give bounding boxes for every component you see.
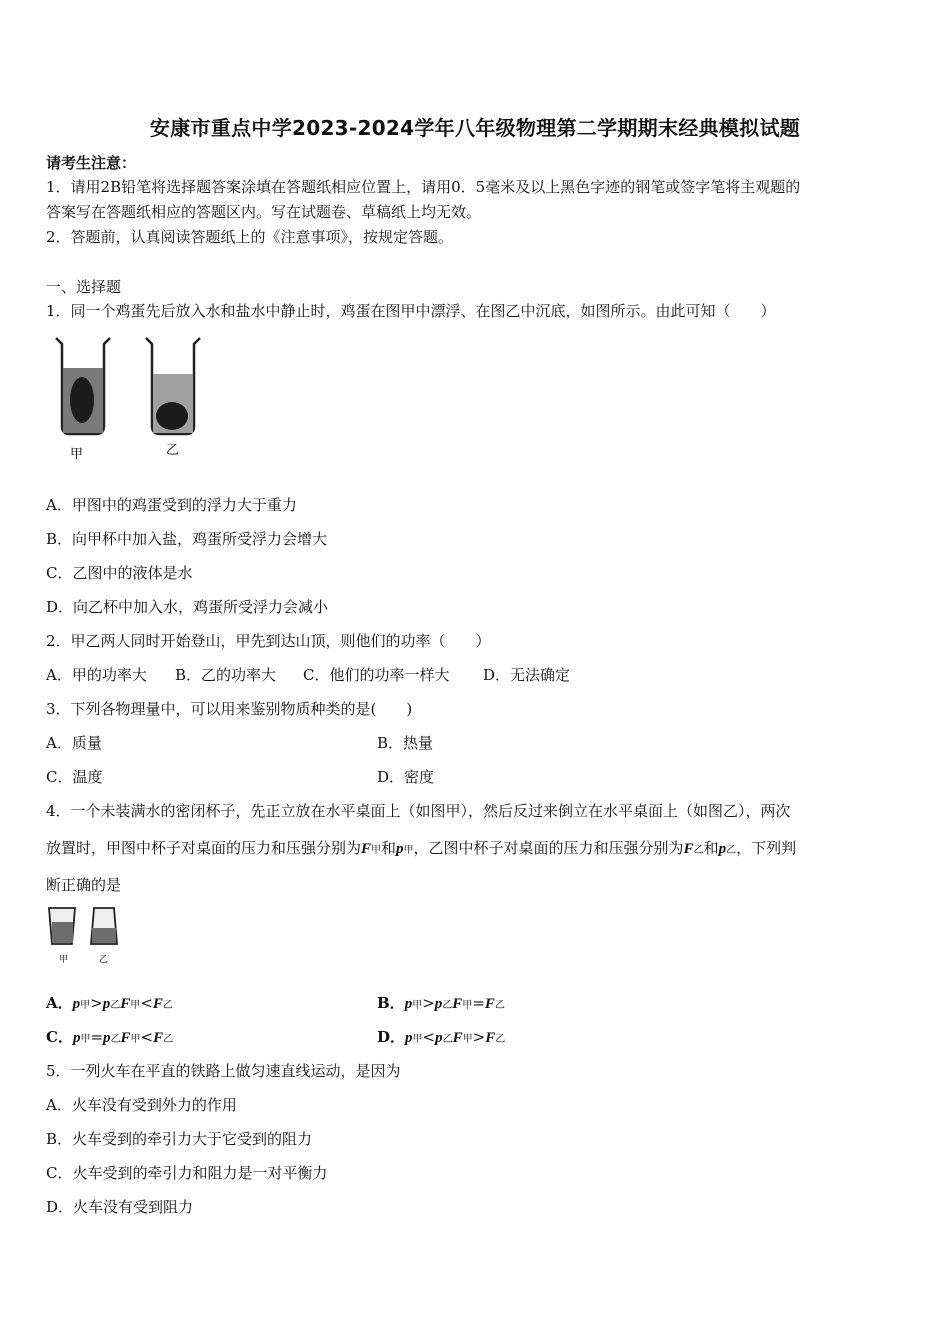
q5-option-c: C．火车受到的牵引力和阻力是一对平衡力 [46, 1164, 328, 1182]
q2-option-d: D．无法确定 [483, 666, 571, 684]
q5-stem: 5．一列火车在平直的铁路上做匀速直线运动，是因为 [46, 1062, 401, 1080]
q4-option-c: C．p甲=p乙F甲<F乙 [46, 1028, 174, 1046]
q3-option-b: B．热量 [377, 734, 434, 752]
notice-line-1b: 答案写在答题纸相应的答题区内。写在试题卷、草稿纸上均无效。 [46, 203, 482, 221]
q4-line-2: 放置时，甲图中杯子对桌面的压力和压强分别为F甲和p甲，乙图中杯子对桌面的压力和压强分别为F乙和p乙，下列判 [46, 839, 797, 857]
q1-option-b: B．向甲杯中加入盐，鸡蛋所受浮力会增大 [46, 530, 328, 548]
q4-cups-figure [46, 904, 126, 968]
notice-heading: 请考生注意： [46, 154, 137, 172]
q3-stem: 3．下列各物理量中，可以用来鉴别物质种类的是( ) [46, 700, 413, 718]
q4-option-d: D．p甲<p乙F甲>F乙 [377, 1028, 506, 1046]
q2-option-b: B．乙的功率大 [175, 666, 277, 684]
q3-option-a: A．质量 [46, 734, 102, 752]
cup-jia [49, 908, 75, 944]
beaker-yi [146, 338, 200, 434]
q1-option-d: D．向乙杯中加入水，鸡蛋所受浮力会减小 [46, 598, 329, 616]
q4-line-1: 4．一个未装满水的密闭杯子，先正立放在水平桌面上（如图甲），然后反过来倒立在水平桌面上（如图乙），两次 [46, 802, 791, 820]
q5-option-d: D．火车没有受到阻力 [46, 1198, 194, 1216]
cup-yi [91, 908, 117, 944]
notice-line-1a: 1．请用2B铅笔将选择题答案涂填在答题纸相应位置上，请用0．5毫米及以上黑色字迹的钢笔或签字笔将主观题的 [46, 178, 801, 196]
q4-fig-label-yi: 乙 [99, 955, 109, 965]
q2-option-c: C．他们的功率一样大 [303, 666, 450, 684]
q4-option-a: A．p甲>p乙F甲<F乙 [46, 994, 173, 1012]
q5-option-a: A．火车没有受到外力的作用 [46, 1096, 237, 1114]
page-title: 安康市重点中学2023-2024学年八年级物理第二学期期末经典模拟试题 [149, 116, 801, 140]
q5-option-b: B．火车受到的牵引力大于它受到的阻力 [46, 1130, 313, 1148]
section-heading: 一、选择题 [46, 278, 122, 296]
q2-stem: 2．甲乙两人同时开始登山，甲先到达山顶，则他们的功率（ ） [46, 632, 491, 650]
q4-line-3: 断正确的是 [46, 876, 122, 894]
q2-option-a: A．甲的功率大 [46, 666, 147, 684]
q3-option-c: C．温度 [46, 768, 103, 786]
q4-option-b: B．p甲>p乙F甲=F乙 [377, 994, 505, 1012]
q1-beakers-figure [48, 330, 218, 465]
q1-option-a: A．甲图中的鸡蛋受到的浮力大于重力 [46, 496, 297, 514]
beaker-jia [56, 338, 110, 434]
q3-option-d: D．密度 [377, 768, 435, 786]
q1-fig-label-yi: 乙 [166, 443, 180, 458]
q1-stem: 1．同一个鸡蛋先后放入水和盐水中静止时，鸡蛋在图甲中漂浮、在图乙中沉底，如图所示。由此可知（ ） [46, 302, 776, 320]
notice-line-2: 2．答题前，认真阅读答题纸上的《注意事项》，按规定答题。 [46, 228, 454, 246]
q1-fig-label-jia: 甲 [70, 447, 84, 462]
q4-fig-label-jia: 甲 [59, 955, 69, 965]
q1-option-c: C．乙图中的液体是水 [46, 564, 193, 582]
